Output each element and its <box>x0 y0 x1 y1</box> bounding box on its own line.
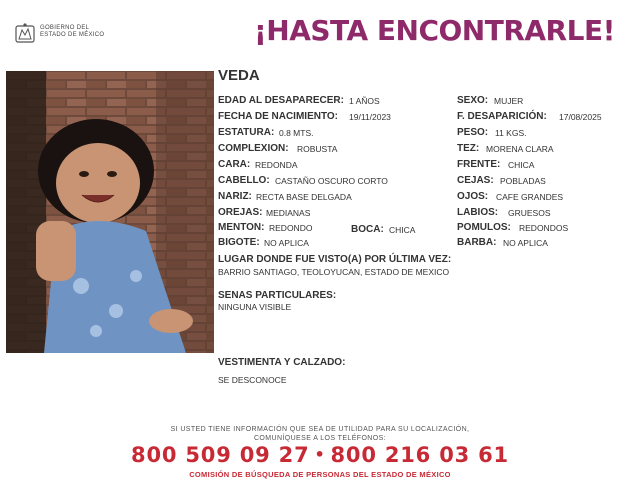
value-tez: MORENA CLARA <box>486 144 554 154</box>
label-sexo: SEXO: <box>457 95 489 106</box>
gov-line-2: ESTADO DE MÉXICO <box>40 32 105 38</box>
label-lugar: LUGAR DONDE FUE VISTO(A) POR ÚLTIMA VEZ: <box>218 254 452 265</box>
phone-number-1[interactable]: 800 509 09 27 <box>131 443 310 467</box>
value-sexo: MUJER <box>494 96 524 106</box>
missing-person-photo <box>6 71 214 353</box>
value-complexion: ROBUSTA <box>297 144 338 154</box>
label-cabello: CABELLO: <box>218 175 270 186</box>
label-pomulos: POMULOS: <box>457 222 511 233</box>
phone-numbers <box>0 443 640 467</box>
label-estatura: ESTATURA: <box>218 127 275 138</box>
value-lugar: BARRIO SANTIAGO, TEOLOYUCAN, ESTADO DE MEXICO <box>218 267 450 277</box>
value-nariz: RECTA BASE DELGADA <box>256 192 352 202</box>
label-edad: EDAD AL DESAPARECER: <box>218 95 344 106</box>
value-barba: NO APLICA <box>503 238 548 248</box>
value-vestimenta: SE DESCONOCE <box>218 375 287 385</box>
label-nariz: NARIZ: <box>218 191 252 202</box>
info-line-1: SI USTED TIENE INFORMACIÓN QUE SEA DE UTILIDAD PARA SU LOCALIZACIÓN, <box>170 426 470 433</box>
value-orejas: MEDIANAS <box>266 208 311 218</box>
label-peso: PESO: <box>457 127 489 138</box>
value-pomulos: REDONDOS <box>519 223 569 233</box>
gov-line-1: GOBIERNO DEL <box>40 25 90 31</box>
label-desaparicion: F. DESAPARICIÓN: <box>457 111 547 122</box>
headline: ¡HASTA ENCONTRARLE! <box>254 14 615 47</box>
label-barba: BARBA: <box>457 237 497 248</box>
value-boca: CHICA <box>389 225 416 235</box>
phone-separator: • <box>314 445 326 464</box>
value-peso: 11 KGS. <box>495 128 527 138</box>
value-cara: REDONDA <box>255 160 298 170</box>
label-boca: BOCA: <box>351 224 384 235</box>
label-labios: LABIOS: <box>457 207 499 218</box>
label-bigote: BIGOTE: <box>218 237 260 248</box>
value-cabello: CASTAÑO OSCURO CORTO <box>275 176 388 186</box>
label-menton: MENTON: <box>218 222 265 233</box>
label-cara: CARA: <box>218 159 251 170</box>
value-senas: NINGUNA VISIBLE <box>218 302 292 312</box>
value-estatura: 0.8 MTS. <box>279 128 314 138</box>
person-name: VEDA <box>218 67 260 84</box>
label-ojos: OJOS: <box>457 191 489 202</box>
government-name <box>40 25 104 39</box>
value-ojos: CAFE GRANDES <box>496 192 564 202</box>
value-nacimiento: 19/11/2023 <box>349 112 391 122</box>
label-orejas: OREJAS: <box>218 207 263 218</box>
value-labios: GRUESOS <box>508 208 551 218</box>
value-menton: REDONDO <box>269 223 313 233</box>
info-line-2: COMUNÍQUESE A LOS TELÉFONOS: <box>253 435 387 442</box>
value-frente: CHICA <box>508 160 535 170</box>
label-nacimiento: FECHA DE NACIMIENTO: <box>218 111 338 122</box>
label-senas: SENAS PARTICULARES: <box>218 290 337 301</box>
value-cejas: POBLADAS <box>500 176 546 186</box>
label-complexion: COMPLEXION: <box>218 143 289 154</box>
label-tez: TEZ: <box>457 143 480 154</box>
label-cejas: CEJAS: <box>457 175 494 186</box>
value-bigote: NO APLICA <box>264 238 309 248</box>
value-desaparicion: 17/08/2025 <box>559 112 602 122</box>
label-frente: FRENTE: <box>457 159 501 170</box>
label-vestimenta: VESTIMENTA Y CALZADO: <box>218 357 346 368</box>
value-edad: 1 AÑOS <box>349 96 380 106</box>
phone-number-2[interactable]: 800 216 03 61 <box>330 443 509 467</box>
government-crest-logo <box>14 22 36 44</box>
commission-name: COMISIÓN DE BÚSQUEDA DE PERSONAS DEL ESTADO DE MÉXICO <box>189 470 451 479</box>
